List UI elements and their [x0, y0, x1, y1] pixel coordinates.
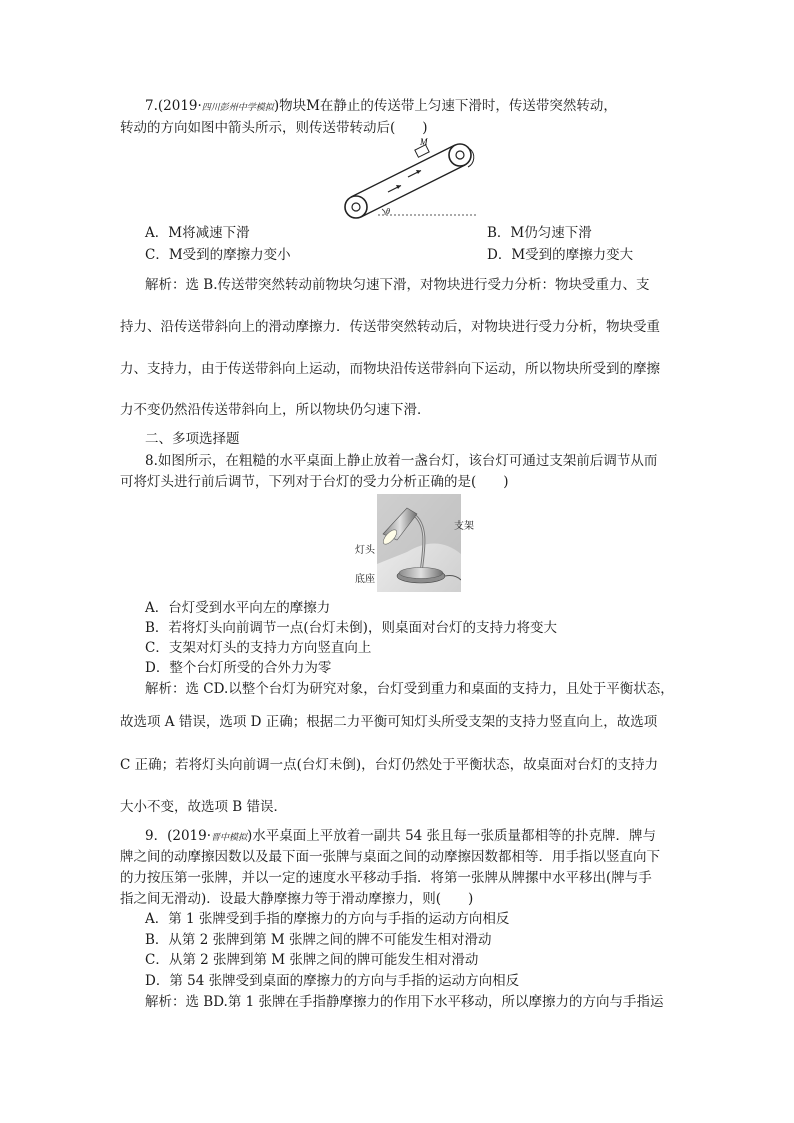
q7-option-b: B．M仍匀速下滑 — [487, 225, 592, 241]
q9-option-c: C．从第 2 张牌到第 M 张牌之间的牌可能发生相对滑动 — [145, 952, 479, 968]
q8-stem-line1: 8.如图所示，在粗糙的水平桌面上静止放着一盏台灯，该台灯可通过支架前后调节从而 — [145, 453, 658, 469]
q8-solution-line4: 大小不变，故选项 B 错误． — [120, 799, 288, 815]
q7-option-d: D．M受到的摩擦力变大 — [487, 247, 634, 263]
q8-stem-line2: 可将灯头进行前后调节，下列对于台灯的受力分析正确的是( ) — [120, 474, 509, 490]
q8-option-b: B．若将灯头向前调节一点(台灯未倒)，则桌面对台灯的支持力将变大 — [145, 620, 557, 636]
q7-solution-line3: 力、支持力，由于传送带斜向上运动，而物块沿传送带斜向下运动，所以物块所受到的摩擦 — [120, 361, 660, 377]
q8-option-c: C．支架对灯头的支持力方向竖直向上 — [145, 640, 372, 656]
q7-solution-line4: 力不变仍然沿传送带斜向上，所以物块仍匀速下滑． — [120, 402, 431, 418]
q8-option-d: D．整个台灯所受的合外力为零 — [145, 660, 332, 676]
q8-solution-line1: 解析：选 CD.以整个台灯为研究对象，台灯受到重力和桌面的支持力，且处于平衡状态， — [145, 681, 674, 697]
q7-solution-line1: 解析：选 B.传送带突然转动前物块匀速下滑，对物块进行受力分析：物块受重力、支 — [145, 277, 650, 293]
q9-source: 晋中模拟 — [211, 833, 248, 843]
conveyor-belt-figure — [338, 134, 478, 220]
q9-stem-text: )水平桌面上平放着一副共 54 张且每一张质量都相等的扑克牌．牌与 — [247, 828, 657, 844]
q7-stem-line2: 转动的方向如图中箭头所示，则传送带转动后( ) — [120, 120, 428, 136]
q9-stem-line3: 的力按压第一张牌，并以一定的速度水平移动手指．将第一张牌从牌摞中水平移出(牌与手 — [120, 870, 652, 886]
q9-option-b: B．从第 2 张牌到第 M 张牌之间的牌不可能发生相对滑动 — [145, 932, 492, 948]
label-base: 底座 — [355, 574, 375, 585]
q9-stem-line4: 指之间无滑动)．设最大静摩擦力等于滑动摩擦力，则( ) — [120, 891, 474, 907]
q7-option-c: C．M受到的摩擦力变小 — [145, 247, 291, 263]
q7-source: 四川彭州中学模拟 — [201, 103, 274, 113]
q9-number: 9．(2019· — [145, 828, 212, 844]
q7-solution-line2: 持力、沿传送带斜向上的滑动摩擦力．传送带突然转动后，对物块进行受力分析，物块受重 — [120, 319, 660, 335]
q9-solution-line1: 解析：选 BD.第 1 张牌在手指静摩擦力的作用下水平移动，所以摩擦力的方向与手指运 — [145, 994, 664, 1010]
label-m: M — [420, 137, 428, 147]
q8-option-a: A．台灯受到水平向左的摩擦力 — [145, 600, 331, 616]
q9-stem-line1 — [145, 827, 794, 847]
q7-stem-line1 — [145, 97, 794, 117]
section-heading: 二、多项选择题 — [145, 431, 240, 447]
q9-option-d: D．第 54 张牌受到桌面的摩擦力的方向与手指的运动方向相反 — [145, 973, 520, 989]
q9-stem-line2: 牌之间的动摩擦因数以及最下面一张牌与桌面之间的动摩擦因数都相等．用手指以竖直向下 — [120, 849, 660, 865]
q9-option-a: A．第 1 张牌受到手指的摩擦力的方向与手指的运动方向相反 — [145, 911, 510, 927]
label-lamp-head: 灯头 — [355, 545, 375, 556]
label-theta: θ — [386, 207, 390, 216]
q8-solution-line2: 故选项 A 错误，选项 D 正确；根据二力平衡可知灯头所受支架的支持力竖直向上，故选项 — [120, 714, 658, 730]
desk-lamp-photo — [377, 494, 461, 592]
q8-solution-line3: C 正确；若将灯头向前调一点(台灯未倒)，台灯仍然处于平衡状态，故桌面对台灯的支持力 — [120, 757, 659, 773]
label-stand: 支架 — [454, 521, 474, 532]
q7-option-a: A．M将减速下滑 — [145, 225, 250, 241]
q7-number: 7.(2019· — [145, 98, 202, 114]
q7-stem-text: )物块M在静止的传送带上匀速下滑时，传送带突然转动， — [273, 98, 617, 114]
